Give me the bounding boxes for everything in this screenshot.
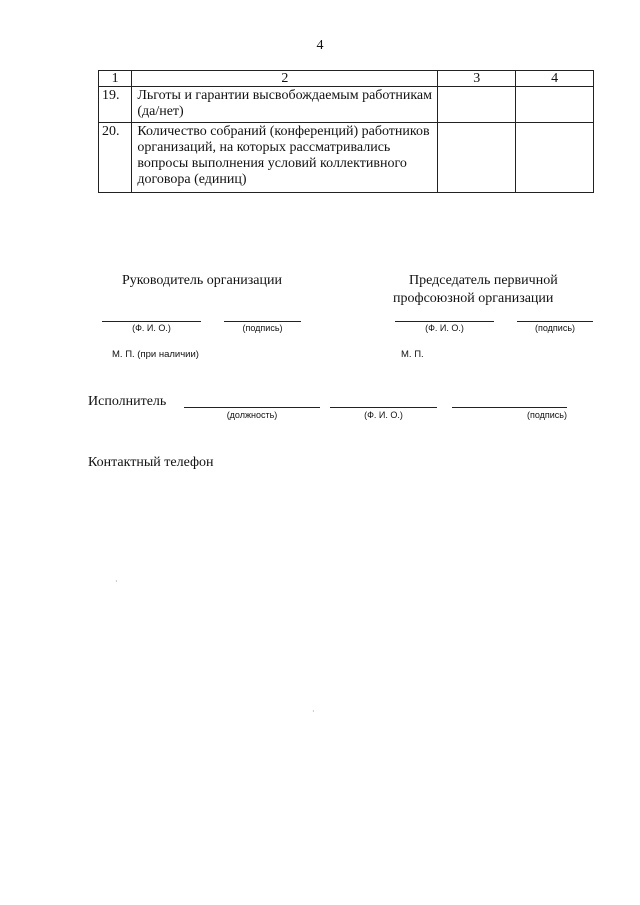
header-cell-4: 4 <box>516 71 594 87</box>
row-value-col4[interactable] <box>516 123 594 193</box>
executor-position-line[interactable] <box>184 407 320 408</box>
table-row <box>99 87 594 123</box>
row-value-col3[interactable] <box>438 87 516 123</box>
table-row <box>99 123 594 193</box>
header-cell-1: 1 <box>99 71 132 87</box>
right-signature-line[interactable] <box>517 321 593 322</box>
union-chairman-title-line2: профсоюзной организации <box>393 291 554 306</box>
header-cell-3: 3 <box>438 71 516 87</box>
row-value-col4[interactable] <box>516 87 594 123</box>
table-header-row <box>99 71 594 87</box>
right-stamp-label: М. П. <box>401 349 424 360</box>
executor-position-caption: (должность) <box>226 410 278 420</box>
executor-signature-caption: (подпись) <box>526 410 567 420</box>
executor-fio-line[interactable] <box>330 407 437 408</box>
report-table <box>98 70 594 193</box>
row-number: 19. <box>99 87 132 123</box>
left-signature-caption: (подпись) <box>242 323 283 333</box>
scan-speck: · <box>312 707 315 716</box>
right-fio-line[interactable] <box>395 321 494 322</box>
executor-fio-caption: (Ф. И. О.) <box>364 410 403 420</box>
left-fio-line[interactable] <box>102 321 201 322</box>
union-chairman-title-line1: Председатель первичной <box>409 273 558 288</box>
header-cell-2: 2 <box>132 71 438 87</box>
left-stamp-label: М. П. (при наличии) <box>112 349 199 360</box>
scan-speck: · <box>115 577 118 586</box>
right-fio-caption: (Ф. И. О.) <box>425 323 464 333</box>
head-of-organization-title: Руководитель организации <box>122 273 282 288</box>
row-text: Льготы и гарантии высвобождаемым работникам (да/нет) <box>132 87 438 123</box>
left-fio-caption: (Ф. И. О.) <box>132 323 171 333</box>
row-value-col3[interactable] <box>438 123 516 193</box>
row-text: Количество собраний (конференций) работников организаций, на которых рассматривались вопросы выполнения условий коллективного договора (единиц) <box>132 123 438 193</box>
right-signature-caption: (подпись) <box>534 323 576 333</box>
row-number: 20. <box>99 123 132 193</box>
executor-signature-line[interactable] <box>452 407 567 408</box>
page-number: 4 <box>316 38 324 53</box>
executor-label: Исполнитель <box>88 394 167 409</box>
left-signature-line[interactable] <box>224 321 301 322</box>
contact-phone-label: Контактный телефон <box>88 455 214 470</box>
